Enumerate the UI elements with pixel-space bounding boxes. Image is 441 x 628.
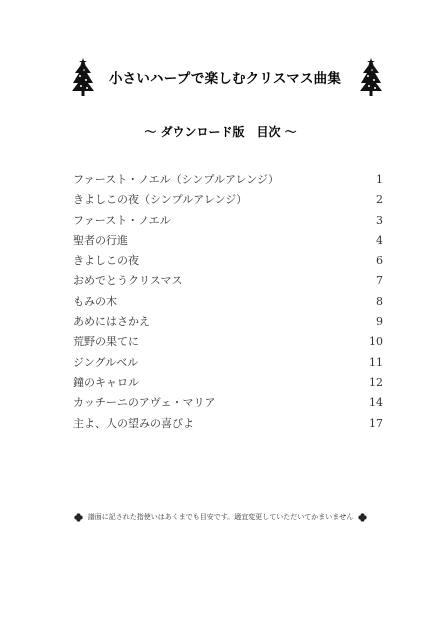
toc-item-page: 14 [369, 396, 383, 410]
toc-item-page: 11 [369, 355, 383, 369]
toc-item-title: もみの木 [73, 294, 117, 308]
toc-item-page: 4 [376, 233, 383, 247]
toc-item-title: 荒野の果てに [73, 335, 139, 349]
toc-item-page: 6 [376, 254, 383, 268]
christmas-tree-icon [72, 58, 94, 96]
clover-icon [74, 513, 83, 522]
toc-heading: ～ ダウンロード版 目次 ～ [144, 125, 297, 139]
toc-item-title: ファースト・ノエル（シンプルアレンジ） [73, 173, 279, 186]
toc-item-title: きよしこの夜（シンプルアレンジ） [73, 193, 248, 207]
toc-item-page: 12 [369, 375, 383, 389]
toc-item-page: 8 [376, 294, 383, 308]
toc-item-page: 2 [376, 193, 383, 207]
toc-item-page: 3 [376, 213, 383, 227]
toc-item [73, 294, 383, 314]
toc-item-title: ジングルベル [73, 355, 139, 369]
clover-icon [358, 513, 367, 522]
toc-item-title: 鐘のキャロル [73, 375, 139, 389]
toc-item [73, 314, 383, 334]
toc-item [73, 233, 383, 253]
toc-item-title: おめでとうクリスマス [73, 274, 183, 288]
toc-item-page: 10 [369, 335, 383, 349]
toc-item [73, 334, 383, 354]
table-of-contents [73, 172, 383, 436]
toc-item-title: きよしこの夜 [73, 254, 139, 268]
toc-item [73, 416, 383, 436]
toc-item-page: 17 [369, 416, 383, 430]
toc-item-title: カッチーニのアヴェ・マリア [73, 396, 216, 410]
document-title: 小さいハープで楽しむクリスマス曲集 [108, 71, 342, 87]
toc-item-title: 主よ、人の望みの喜びよ [73, 416, 194, 430]
christmas-tree-icon [360, 58, 382, 96]
toc-item [73, 213, 383, 233]
footer-note [0, 512, 441, 522]
header [0, 58, 441, 98]
footer-note-text: 譜面に記された指使いはあくまでも目安です。適宜変更していただいてかまいません [87, 513, 354, 521]
toc-item [73, 273, 383, 293]
toc-item-page: 1 [376, 173, 383, 186]
toc-item-title: ファースト・ノエル [73, 213, 171, 227]
toc-item [73, 375, 383, 395]
toc-item [73, 355, 383, 375]
toc-item [73, 395, 383, 415]
toc-item-page: 9 [376, 315, 383, 329]
toc-item-title: あめにはさかえ [73, 315, 150, 329]
toc-item-page: 7 [376, 274, 383, 288]
toc-item [73, 192, 383, 212]
toc-item-title: 聖者の行進 [73, 233, 128, 247]
toc-item [73, 172, 383, 192]
toc-item [73, 253, 383, 273]
